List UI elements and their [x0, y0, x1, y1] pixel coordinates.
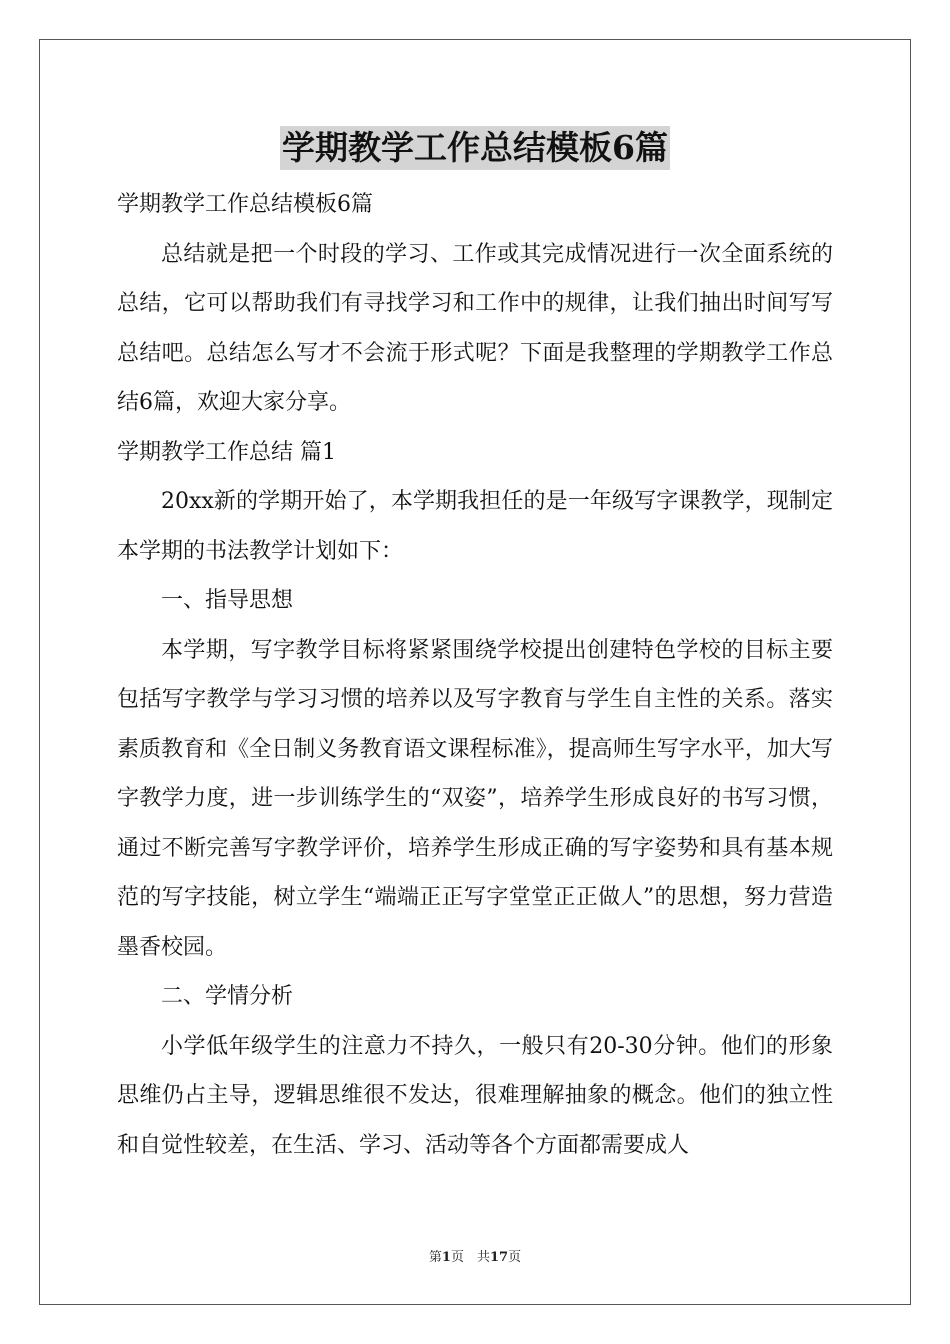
footer-total-pages: 17: [489, 1250, 509, 1265]
footer-mid: 页 共: [450, 1250, 490, 1265]
intro-paragraph: 总结就是把一个时段的学习、工作或其完成情况进行一次全面系统的总结，它可以帮助我们有寻找学习和工作中的规律，让我们抽出时间写写总结吧。总结怎么写才不会流于形式呢？下面是我整理的学期教学工作总结6篇，欢迎大家分享。: [117, 241, 833, 415]
paragraph-3: 小学低年级学生的注意力不持久，一般只有20-30分钟。他们的形象思维仍占主导，逻辑思维很不发达，很难理解抽象的概念。他们的独立性和自觉性较差，在生活、学习、活动等各个方面都需要成人: [117, 1033, 833, 1158]
document-title: 学期教学工作总结模板6篇: [280, 126, 670, 170]
paragraph-1: 20xx新的学期开始了，本学期我担任的是一年级写字课教学，现制定本学期的书法教学计划如下：: [117, 489, 833, 564]
footer-suffix: 页: [508, 1250, 522, 1265]
footer-prefix: 第: [428, 1250, 442, 1265]
heading-student-analysis: 二、学情分析: [161, 984, 294, 1009]
document-subtitle: 学期教学工作总结模板6篇: [117, 192, 373, 217]
title-wrap: [0, 126, 950, 170]
paragraph-2: 本学期，写字教学目标将紧紧围绕学校提出创建特色学校的目标主要包括写字教学与学习习惯的培养以及写字教育与学生自主性的关系。落实素质教育和《全日制义务教育语文课程标准》，提高师生写字水平，加大写字教学力度，进一步训练学生的“双姿”，培养学生形成良好的书写习惯，通过不断完善写字教学评价，培养学生形成正确的写字姿势和具有基本规范的写字技能，树立学生“端端正正写字堂堂正正做人”的思想，努力营造墨香校园。: [117, 637, 833, 960]
heading-guiding-thought: 一、指导思想: [161, 588, 294, 613]
page-footer: [0, 1246, 950, 1265]
footer-current-page: 1: [441, 1250, 451, 1265]
section-heading: 学期教学工作总结 篇1: [117, 439, 336, 465]
document-body: [117, 180, 833, 1170]
